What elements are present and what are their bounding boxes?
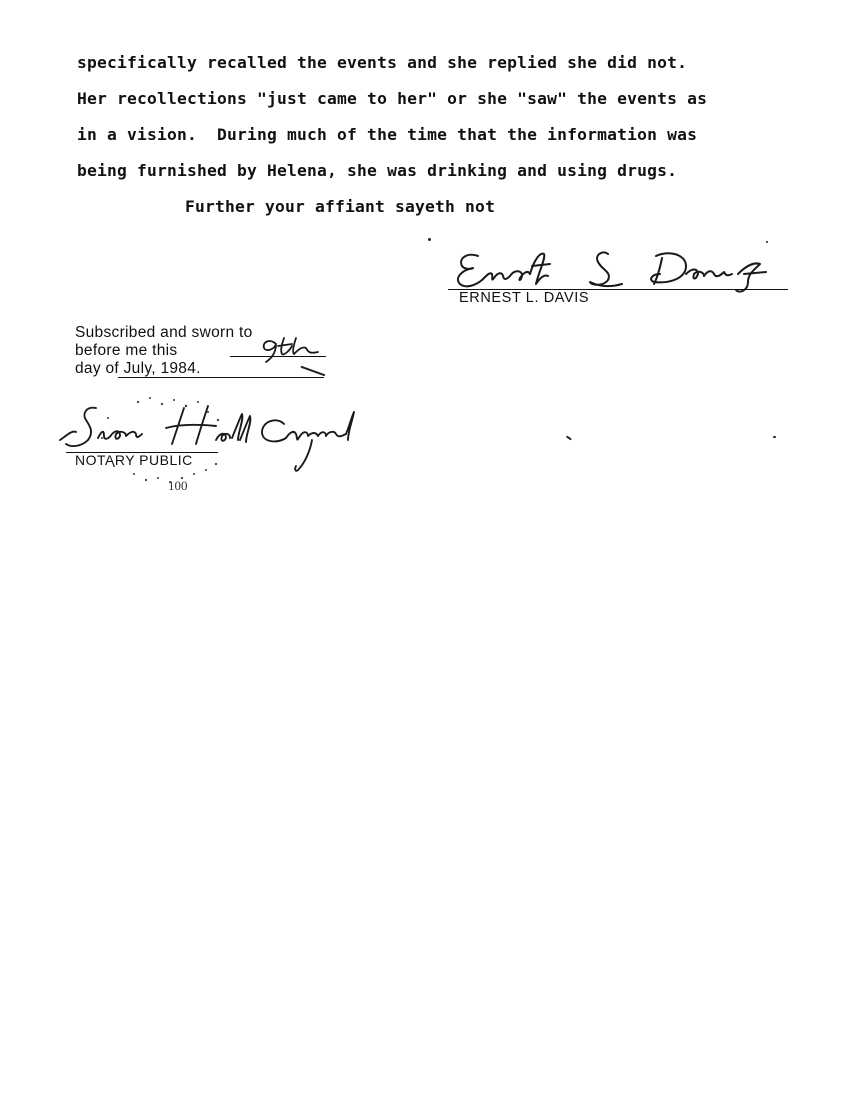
body-line-4: being furnished by Helena, she was drinking and using drugs. bbox=[77, 161, 678, 180]
jurat-day-line bbox=[230, 356, 326, 357]
body-line-1: specifically recalled the events and she replied she did not. bbox=[77, 53, 688, 72]
body-line-2: Her recollections "just came to her" or she "saw" the events as bbox=[77, 89, 708, 108]
notary-signature bbox=[56, 400, 366, 480]
jurat-line-1: Subscribed and sworn to bbox=[75, 324, 253, 341]
jurat-line-3: day of July, 1984. bbox=[75, 360, 201, 377]
jurat-day-handwritten bbox=[232, 334, 332, 364]
scan-speck bbox=[773, 436, 776, 438]
notary-title: NOTARY PUBLIC bbox=[75, 452, 193, 468]
scan-speck bbox=[301, 366, 326, 376]
scan-speck bbox=[428, 238, 431, 241]
scan-speck bbox=[766, 241, 768, 243]
body-line-3: in a vision. During much of the time that the information was bbox=[77, 125, 698, 144]
closing-statement: Further your affiant sayeth not bbox=[185, 197, 496, 216]
affiant-printed-name: ERNEST L. DAVIS bbox=[459, 290, 590, 306]
scan-speck bbox=[566, 435, 572, 440]
jurat-line-2: before me this bbox=[75, 342, 178, 359]
notary-seal-text: 100 bbox=[168, 478, 188, 493]
